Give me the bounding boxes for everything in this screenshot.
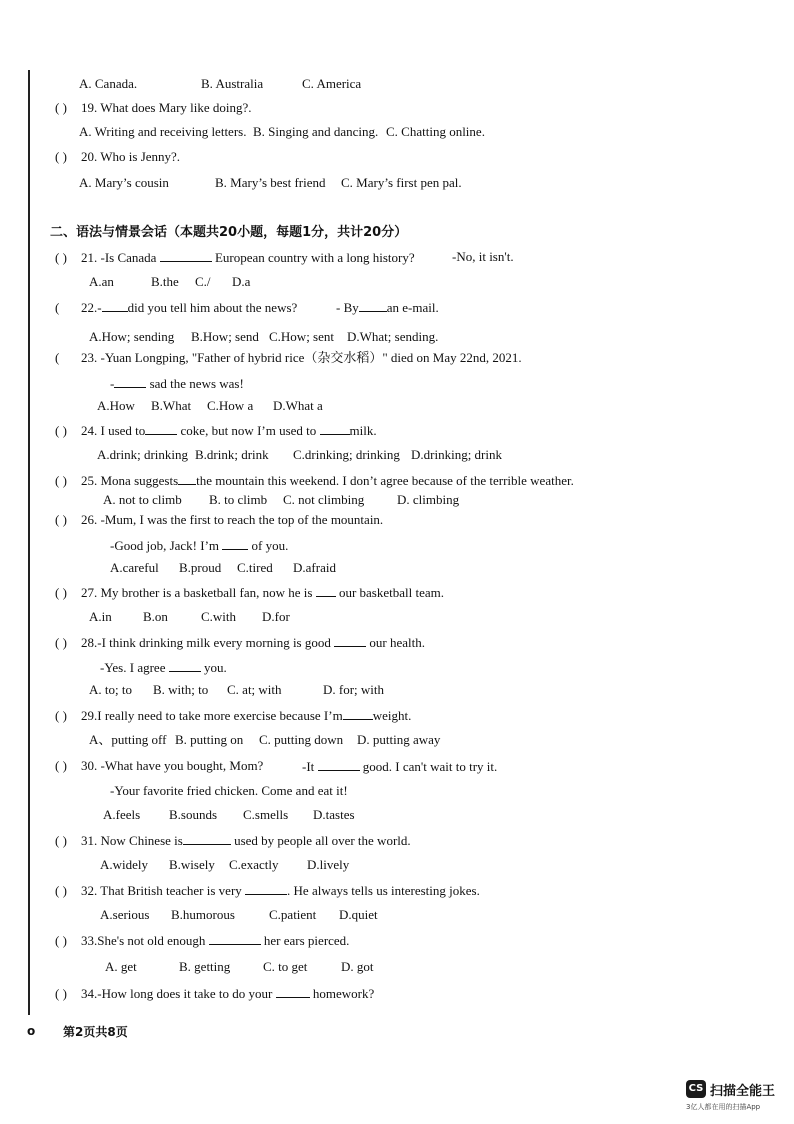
- q23-question: ( 23. -Yuan Longping, "Father of hybrid rice（杂交水稻）" died on May 22nd, 2021.: [55, 350, 522, 365]
- margin-line: [28, 70, 30, 1015]
- q28-question: ( ) 28.-I think drinking milk every morning is good our health.: [55, 635, 425, 650]
- q22-question: ( 22.- did you tell him about the news?: [55, 300, 298, 315]
- q25-question: ( ) 25. Mona suggests the mountain this weekend. I don’t agree because of the terrible weather.: [55, 473, 574, 488]
- page-number: 第2页共8页: [63, 1025, 128, 1039]
- q21-question: ( ) 21. -Is Canada European country with a long history?: [55, 250, 415, 265]
- q28-reply: -Yes. I agree you.: [100, 660, 227, 675]
- q30-reply-it: -It good. I can't wait to try it.: [302, 759, 498, 774]
- q18-option-c: C. America: [302, 76, 362, 91]
- q29-question: ( ) 29.I really need to take more exercise because I’m weight.: [55, 708, 412, 723]
- answer-blank: [334, 634, 366, 647]
- q20-question: ( ) 20. Who is Jenny?.: [55, 149, 181, 164]
- answer-blank: [245, 882, 287, 895]
- answer-blank: [114, 375, 146, 388]
- answer-blank: [160, 249, 212, 262]
- answer-blank: [169, 659, 201, 672]
- q26-reply: -Good job, Jack! I’m of you.: [110, 538, 289, 553]
- q24-question: ( ) 24. I used to coke, but now I’m used to milk.: [55, 423, 377, 438]
- answer-blank: [318, 758, 360, 771]
- answer-blank: [102, 299, 128, 312]
- footer-mark: o: [27, 1024, 36, 1038]
- answer-blank: [320, 422, 350, 435]
- q34-question: ( ) 34.-How long does it take to do your homework?: [55, 986, 375, 1001]
- q22-reply: - By an e-mail.: [336, 300, 439, 315]
- answer-blank: [145, 422, 177, 435]
- q30-reply: -Your favorite fried chicken. Come and eat it!: [110, 783, 348, 798]
- q32-question: ( ) 32. That British teacher is very . He always tells us interesting jokes.: [55, 883, 480, 898]
- q27-question: ( ) 27. My brother is a basketball fan, now he is our basketball team.: [55, 585, 444, 600]
- answer-blank: [316, 584, 336, 597]
- q19-question: ( ) 19. What does Mary like doing?.: [55, 100, 252, 115]
- answer-blank: [276, 985, 310, 998]
- scanner-name: 扫描全能王: [710, 1084, 776, 1099]
- q21-reply: -No, it isn't.: [452, 249, 514, 264]
- q31-question: ( ) 31. Now Chinese is used by people all over the world.: [55, 833, 411, 848]
- answer-blank: [209, 932, 261, 945]
- answer-blank: [343, 707, 373, 720]
- scanner-tagline: 3亿人都在用的扫描App: [686, 1103, 761, 1111]
- q26-question: ( ) 26. -Mum, I was the first to reach the top of the mountain.: [55, 512, 384, 527]
- q18-option-a: A. Canada.: [79, 76, 138, 91]
- q33-question: ( ) 33.She's not old enough her ears pierced.: [55, 933, 350, 948]
- q23-reply: - sad the news was!: [110, 376, 244, 391]
- exam-page: A. Canada. B. Australia C. America ( ) 19. What does Mary like doing?. A. Writing and receiving letters. B. Singing and dancing. C. Chatting online. ( ) 20. Who is Jenny?. A. Mary’s cousin B. Mary’s best friend C. Mary’s first pen pal. 二、语法与情景会话（本题共20小题，每题1分，共计20分） ( ) 21. -Is Canada European country with a long history? -No, it isn't. A.an B.the C./ D.a ( 22.- did you tell him about the news? - By an e-mail. A.How; sending B.How; send C.How; sent D.What; sending. ( 23. -Yuan Longping, "Father of hybrid rice（杂交水稻）" died on May 22nd, 2021. - sad the news was! A.How B.What C.How a D.What a ( ) 24. I used to coke, but now I’m used to milk. A.drink; drinking B.drink; drink C.drinking; drinking D.drinking; drink ( ) 25. Mona suggests the mountain this weekend. I don’t agree because of the terrible weather. A. not to climb B. to climb C. not climbing D. climbing ( ) 26. -Mum, I was the first to reach the top of the mountain. -Good job, Jack! I’m of you. A.careful B.proud C.tired D.afraid ( ) 27. My brother is a basketball fan, now he is our basketball team. A.in B.on C.with D.for ( ) 28.-I think drinking milk every morning is good our health. -Yes. I agree you. A. to; to B. with; to C. at; with D. for; with ( ) 29.I really need to take more exercise because I’m weight. A、putting off B. putting on C. putting down D. putting away ( ) 30. -What have you bought, Mom? -It good. I can't wait to try it. -Your favorite fried chicken. Come and eat it! A.feels B.sounds C.smells D.tastes ( ) 31. Now Chinese is used by people all over the world. A.widely B.wisely C.exactly D.lively ( ) 32. That British teacher is very . He always tells us interesting jokes. A.serious B.humorous C.patient D.quiet ( ) 33.She's not old enough her ears pierced. A. get B. getting C. to get D. got ( ) 34.-How long does it take to do your homework? o 第2页共8页 CS 扫描全能王 3亿人都在用的扫描App: [0, 0, 794, 1124]
- section-title: 二、语法与情景会话（本题共20小题，每题1分，共计20分）: [50, 225, 408, 240]
- answer-blank: [222, 537, 248, 550]
- scanner-logo: [686, 1080, 782, 1114]
- q18-option-b: B. Australia: [201, 76, 264, 91]
- answer-blank: [359, 299, 387, 312]
- q30-question: ( ) 30. -What have you bought, Mom?: [55, 758, 264, 773]
- answer-blank: [178, 472, 196, 485]
- scanner-badge-icon: CS: [686, 1080, 706, 1098]
- answer-blank: [183, 832, 231, 845]
